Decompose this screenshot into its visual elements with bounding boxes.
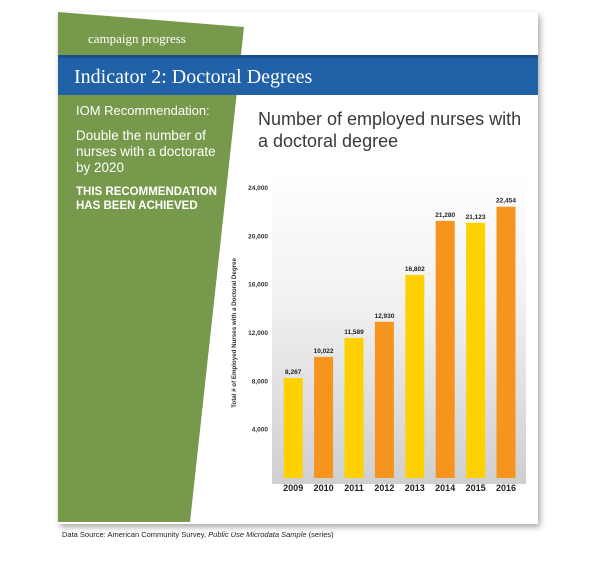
x-tick-label: 2015 bbox=[465, 483, 486, 493]
x-tick-label: 2013 bbox=[404, 483, 425, 493]
source-suffix: (series) bbox=[306, 530, 334, 539]
chart-title: Number of employed nurses with a doctoral degree bbox=[258, 109, 522, 151]
bar-value-label: 12,930 bbox=[374, 312, 395, 320]
x-tick-label: 2016 bbox=[495, 483, 517, 493]
indicator-title: Indicator 2: Doctoral Degrees bbox=[74, 66, 313, 88]
bar-2015 bbox=[466, 223, 485, 478]
bar-value-label: 16,802 bbox=[404, 265, 425, 273]
bar-2014 bbox=[436, 221, 455, 478]
x-tick-label: 2010 bbox=[313, 483, 334, 493]
y-tick-label: 24,000 bbox=[248, 185, 268, 192]
bar-value-label: 10,022 bbox=[313, 347, 334, 355]
y-tick-label: 16,000 bbox=[248, 281, 268, 289]
recommendation-status: THIS RECOMMENDATION HAS BEEN ACHIEVED bbox=[76, 186, 217, 212]
bar-2011 bbox=[345, 338, 364, 478]
y-tick-label: 12,000 bbox=[248, 330, 268, 337]
bar-2010 bbox=[314, 357, 333, 478]
y-axis-label: Total # of Employed Nurses with a Doctoral Degree bbox=[231, 258, 238, 408]
recommendation-text: Double the number of nurses with a doctorate by 2020 bbox=[76, 128, 216, 175]
campaign-tab-label: campaign progress bbox=[88, 31, 186, 46]
x-tick-label: 2012 bbox=[374, 483, 395, 493]
bar-2013 bbox=[405, 275, 424, 478]
y-tick-label: 4,000 bbox=[251, 426, 268, 434]
bar-value-label: 21,123 bbox=[465, 213, 486, 221]
bar-2009 bbox=[284, 378, 303, 478]
x-tick-label: 2011 bbox=[344, 483, 364, 493]
recommendation-label: IOM Recommendation: bbox=[76, 103, 210, 118]
bar-2016 bbox=[497, 207, 516, 478]
source-prefix: Data Source: American Community Survey, bbox=[62, 530, 209, 539]
bar-value-label: 22,454 bbox=[496, 197, 516, 205]
y-tick-label: 8,000 bbox=[251, 378, 268, 386]
bar-value-label: 21,280 bbox=[435, 211, 456, 219]
bar-2012 bbox=[375, 322, 394, 478]
bar-value-label: 11,589 bbox=[344, 328, 364, 336]
x-tick-label: 2009 bbox=[283, 483, 304, 493]
source-italic: Public Use Microdata Sample bbox=[208, 530, 307, 539]
data-source-note bbox=[62, 530, 334, 539]
y-tick-label: 20,000 bbox=[248, 233, 268, 241]
x-tick-label: 2014 bbox=[435, 483, 456, 493]
bar-value-label: 8,267 bbox=[285, 369, 302, 377]
